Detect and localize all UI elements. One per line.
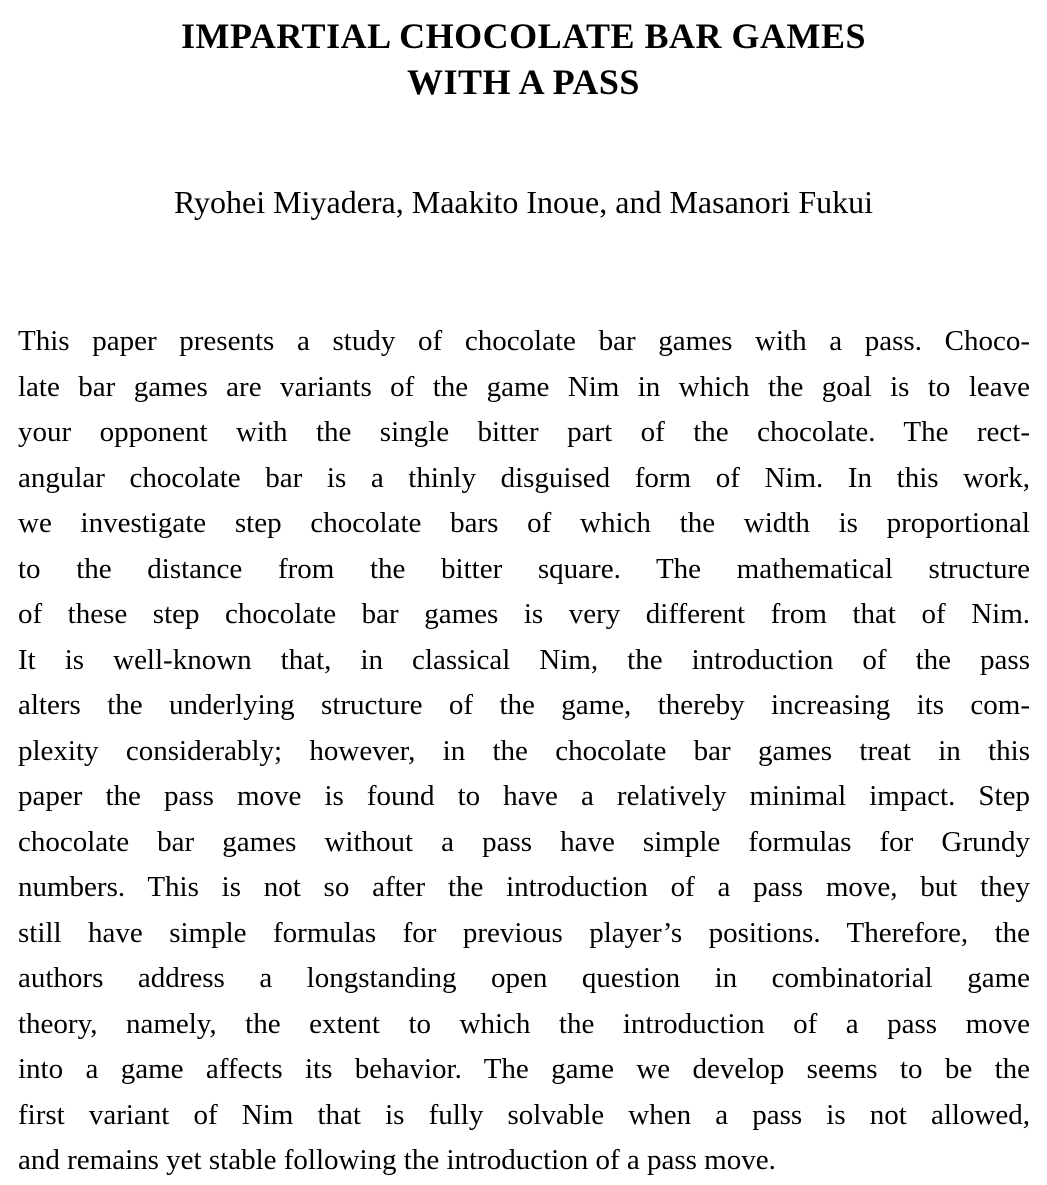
paper-title: [0, 13, 1047, 105]
abstract-line: paper the pass move is found to have a relatively minimal impact. Step: [18, 780, 1030, 812]
abstract-line: still have simple formulas for previous player’s positions. Therefore, the: [18, 916, 1030, 949]
abstract-line: numbers. This is not so after the introduction of a pass move, but they: [18, 871, 1030, 903]
abstract-line: alters the underlying structure of the game, thereby increasing its com-: [18, 689, 1030, 721]
abstract-line: late bar games are variants of the game Nim in which the goal is to leave: [18, 370, 1030, 403]
abstract-line: This paper presents a study of chocolate bar games with a pass. Choco-: [18, 325, 1030, 357]
abstract-line: and remains yet stable following the introduction of a pass move.: [18, 1144, 776, 1176]
abstract-line: your opponent with the single bitter part of the chocolate. The rect-: [18, 416, 1030, 448]
abstract-line: first variant of Nim that is fully solvable when a pass is not allowed,: [18, 1098, 1030, 1131]
abstract-line: theory, namely, the extent to which the introduction of a pass move: [18, 1007, 1030, 1040]
abstract-line: authors address a longstanding open question in combinatorial game: [18, 962, 1030, 994]
abstract-line: angular chocolate bar is a thinly disguised form of Nim. In this work,: [18, 461, 1030, 494]
abstract-paragraph: [18, 319, 1030, 1184]
abstract-line: of these step chocolate bar games is very different from that of Nim.: [18, 598, 1030, 630]
paper-title-line2: WITH A PASS: [407, 62, 640, 102]
paper-title-line1: IMPARTIAL CHOCOLATE BAR GAMES: [181, 16, 866, 56]
abstract-line: chocolate bar games without a pass have simple formulas for Grundy: [18, 825, 1030, 858]
abstract-line: It is well-known that, in classical Nim, the introduction of the pass: [18, 643, 1030, 676]
abstract-line: to the distance from the bitter square. The mathematical structure: [18, 552, 1030, 585]
abstract-line: into a game affects its behavior. The game we develop seems to be the: [18, 1053, 1030, 1085]
abstract-line: we investigate step chocolate bars of which the width is proportional: [18, 507, 1030, 539]
abstract-line: plexity considerably; however, in the chocolate bar games treat in this: [18, 734, 1030, 767]
authors-line: Ryohei Miyadera, Maakito Inoue, and Masanori Fukui: [173, 184, 873, 220]
